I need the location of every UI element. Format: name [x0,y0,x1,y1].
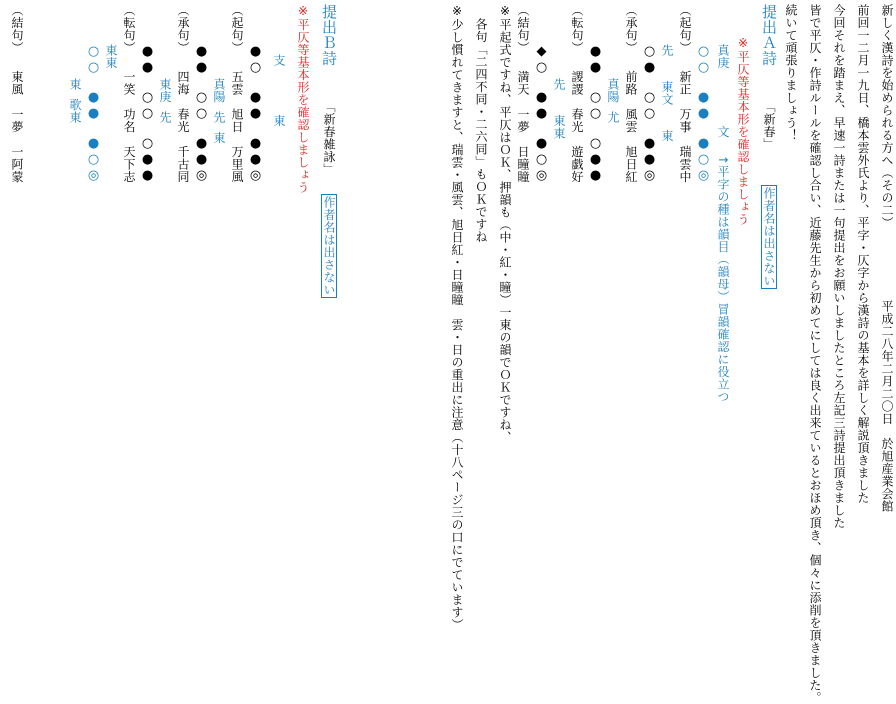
poem-b-heading [322,4,336,298]
poem-b-line-2-text: 四海 春光 千古同 [176,70,190,184]
intro-line-1: 前回一二月一九日、橋本雲外氏より、平字・仄字から漢詩の基本を詳しく解説頂きました [856,4,870,504]
poem-b-line-4-text: 東風 一夢 一阿蒙 [10,70,24,184]
poem-b-line-1-marks [248,44,262,184]
poem-b-line-2-blue-2: 先 [158,111,172,124]
poem-a-line-2-blue-2: 尤 [606,111,620,124]
poem-a-rhyme-arrow-note: ↑平字の種は韻目（韻母）冒韻確認に役立つ [716,154,730,403]
poem-a-line-2-marks [642,44,656,184]
poem-b-line-1-blue-4: 先 [212,111,226,124]
poem-a-line-3-blue-1: 先 [552,78,566,91]
document-date: 平成二八年二月二〇日 [880,300,894,425]
poem-a-line-2-blue-1: 真陽 [606,78,620,103]
intro-line-4: 続いて頑張りましょう！ [784,4,798,142]
poem-a-line-4 [516,4,530,183]
poem-a-comment-3: ※少し慣れてきますと、瑞雲・風雲、旭日紅・日瞳瞳 雲・日の重出に注意（十八ページ三の口にでています） [450,4,464,631]
poem-a-line-1-label: （起句） [678,4,692,54]
poem-a-line-2-text: 前路 風雲 旭日紅 [624,70,638,184]
document-venue: 於旭産業会館 [880,437,894,513]
poem-a-line-1-mark-text: ○○ ●● ●○◎ [696,44,711,184]
poem-b-line-4-marks [86,44,100,184]
poem-b-heading-text: 提出Ｂ詩 [320,4,338,66]
poem-a-author-note: 作者名は出さない [762,187,776,288]
poem-b-line-4-blue-2: 歌東 [68,98,82,124]
document-title: 新しく漢詩を始められる方へ（その二） [880,4,894,229]
poem-b-line-2-marks [194,44,208,184]
poem-a-heading-text: 提出Ａ詩 [760,4,778,66]
poem-b-line-1-label: （起句） [230,4,244,54]
poem-a-line-2-rhyme [606,78,620,124]
poem-b-line-2 [176,4,190,183]
poem-a-line-3 [570,4,584,183]
poem-a-line-4-marks [534,44,548,184]
poem-a-line-1-marks [696,44,710,184]
poem-a-title: 「新春」 [762,100,776,151]
poem-a-line-3-mark-text: ●● ○○ ○●● [588,44,603,184]
poem-a-line-1-blue-2: 東文 [660,80,674,106]
poem-a-line-1-blue-3: 東 [660,129,674,142]
poem-a-line-4-label: （結句） [516,4,530,54]
poem-b-line-3-label: （転句） [122,4,136,54]
poem-b-line-1-rhyme-top [272,54,286,127]
poem-a-line-1-text: 新正 万事 瑞雲中 [678,70,692,184]
poem-a-heading [762,4,776,289]
poem-b-line-1 [230,4,244,183]
poem-b-line-1-text: 五雲 旭日 万里風 [230,70,244,184]
poem-a-comment-1: ※平起式ですね、平仄はＯＫ、押韻も（中・紅・瞳）一東の韻でＯＫですね、 [498,4,512,444]
poem-a-line-3-rhyme [552,78,566,140]
poem-b-line-1-mark-text: ●○ ●● ●●◎ [248,44,263,184]
poem-b-line-2-rhyme [158,78,172,124]
poem-b-line-1-blue-5: 東 [212,131,226,144]
poem-b-title: 「新春雑詠」 [322,100,336,176]
poem-b-line-3-rhyme [104,44,118,69]
poem-b-line-2-label: （承句） [176,4,190,54]
poem-a-line-1-blue-1: 先 [660,44,674,57]
poem-b-line-4-mark-text: ○○ ●● ●○◎ [86,44,101,184]
poem-a-line-3-marks [588,44,602,184]
poem-a-rhyme-note [716,44,730,403]
intro-line-2: 今回それを踏まえ、早速一詩または一句提出をお願いしましたところ左記三詩提出頂きました [832,4,846,529]
poem-a-line-4-text: 満天 一夢 日瞳瞳 [516,70,530,184]
intro-line-3: 皆で平仄・作詩ルールを確認し合い、近藤先生から初めてにしては良く出来ているとおほめ頂き、個々に添削を頂きました。 [808,4,822,704]
poem-a-line-4-mark-text: ◆○ ●● ●○◎ [534,44,549,184]
poem-b-line-4-rhyme [68,78,82,124]
poem-b-line-1-blue-3: 真陽 [212,78,226,103]
header [880,4,894,229]
poem-b-line-1-blue-1: 支 [272,54,286,67]
poem-a-line-3-text: 謖謖 春光 遊戯好 [570,70,584,184]
poem-a-rhyme-blue-2: 文 [716,125,730,139]
poem-a-line-2 [624,4,638,183]
poem-b-author-note: 作者名は出さない [322,196,336,297]
poem-a-line-3-blue-2: 東東 [552,114,566,140]
poem-b-line-3-marks [140,44,154,184]
poem-b-line-3-blue-1: 東東 [104,44,118,69]
poem-b-line-3 [122,4,136,183]
poem-a-comment-2: 各句「二四不同・二六同」もＯＫですね [474,18,488,243]
poem-a-line-2-mark-text: ○● ○○ ●●◎ [642,44,657,184]
poem-a-check-note: ※平仄等基本形を確認しましょう [736,36,750,226]
poem-b-line-4 [10,4,24,183]
poem-a-line-2-label: （承句） [624,4,638,54]
poem-b-check-note: ※平仄等基本形を確認しましょう [296,4,310,194]
poem-b-line-3-mark-text: ●● ○○ ○●● [140,44,155,184]
poem-b-line-4-label: （結句） [10,4,24,54]
poem-a-line-1 [678,4,692,183]
date-venue [880,300,894,513]
poem-b-line-2-mark-text: ●● ○○ ●●◎ [194,44,209,184]
poem-b-line-1-blue-2: 東 [272,114,286,127]
poem-b-line-3-text: 一笑 功名 天下志 [122,70,136,184]
poem-a-rhyme-blue-1: 真庚 [716,44,730,69]
poem-a-line-3-label: （転句） [570,4,584,54]
poem-b-line-4-blue-1: 東 [68,78,82,91]
poem-a-line-1-rhyme [660,44,674,142]
poem-b-line-1-rhyme [212,78,226,144]
poem-b-line-2-blue-1: 東庚 [158,78,172,103]
